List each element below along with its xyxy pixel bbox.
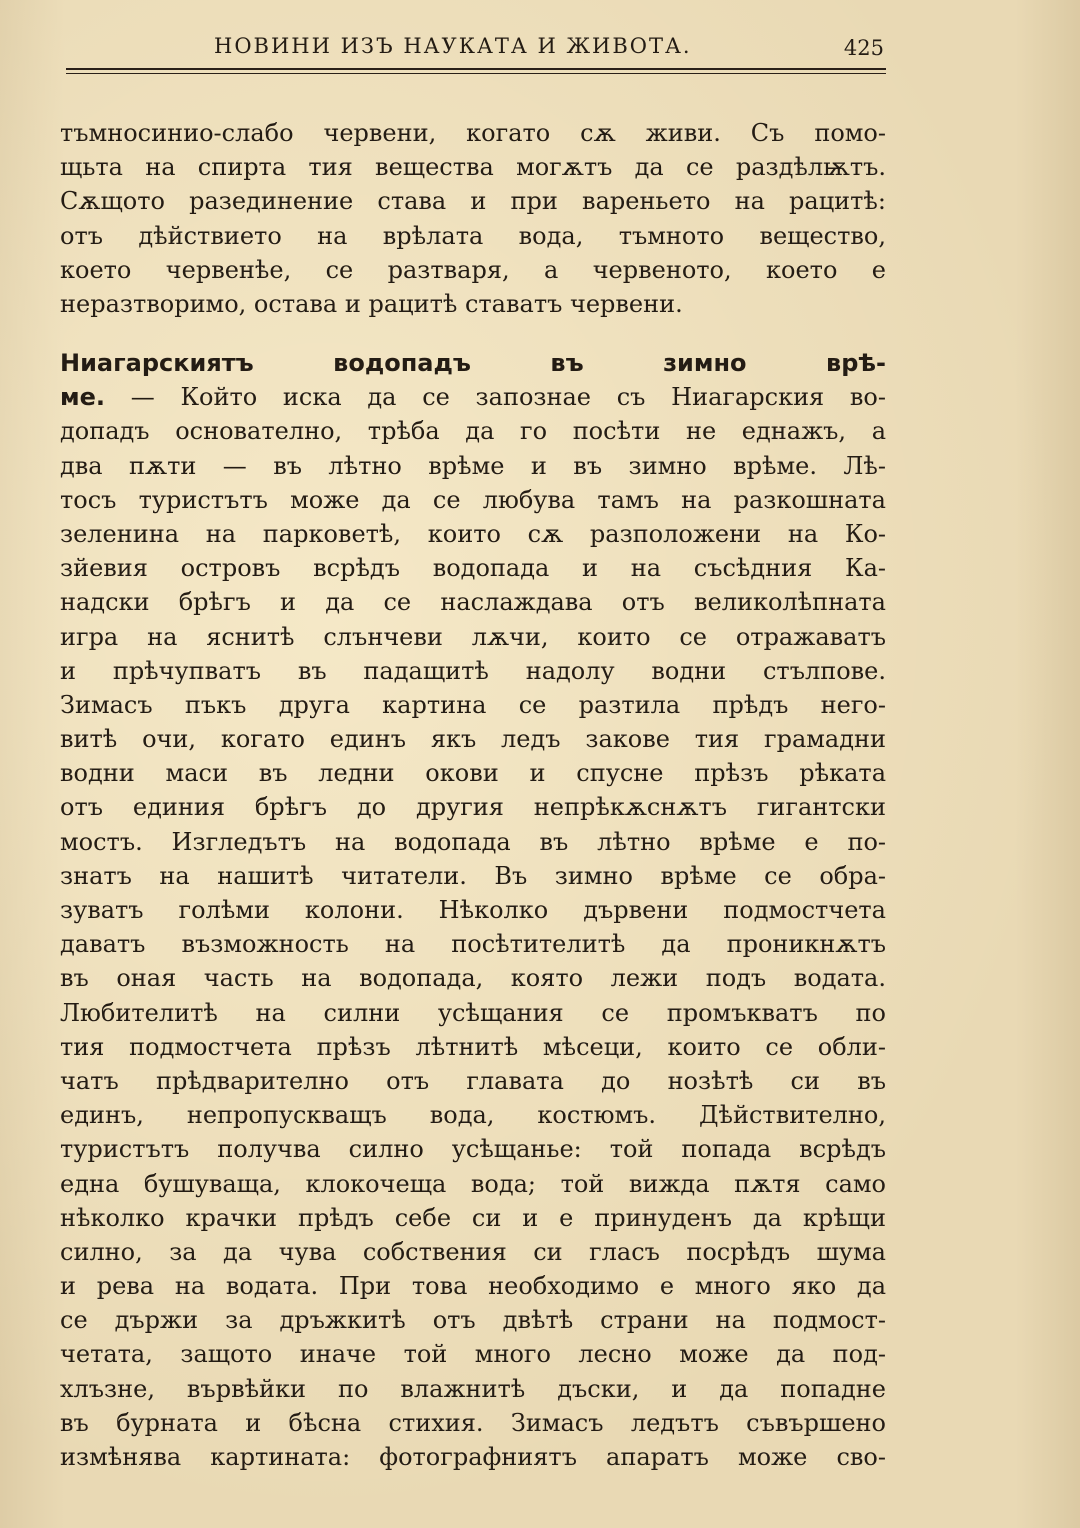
text-line: Зимасъ пъкъ друга картина се разтила прѣдъ него- xyxy=(60,690,886,719)
text-line: силно, за да чува собствения си гласъ посрѣдъ шума xyxy=(60,1237,886,1266)
text-line: туристътъ получва силно усѣщанье: той попада всрѣдъ xyxy=(60,1135,886,1164)
running-title: НОВИНИ ИЗЪ НАУКАТА И ЖИВОТА. xyxy=(214,34,692,58)
text-line: което червенѣе, се разтваря, а червеното, което е xyxy=(60,255,886,284)
text-line: зуватъ голѣми колони. Нѣколко дървени подмостчета xyxy=(60,896,886,924)
paragraph-niagara xyxy=(60,346,886,1474)
header-rule-thin xyxy=(66,73,886,74)
text-line: надски брѣгъ и да се наслаждава отъ великолѣпната xyxy=(60,588,886,617)
section-lead-text: — Който иска да се запознае съ Ниагарския во- xyxy=(105,383,886,412)
text-line: измѣнява картината: фотографниятъ апаратъ може сво- xyxy=(60,1443,886,1471)
text-line: щьта на спирта тия вещества могѫтъ да се раздѣлѭтъ. xyxy=(60,153,886,182)
paragraph-niagara-body xyxy=(60,414,886,1474)
text-line: се държи за дръжкитѣ отъ двѣтѣ страни на подмост- xyxy=(60,1306,886,1335)
text-line: отъ дѣйствието на врѣлата вода, тъмното вещество, xyxy=(60,221,886,250)
text-line: Сѫщото разединение става и при вареньето на рацитѣ: xyxy=(60,187,886,216)
heading-continuation-line xyxy=(60,380,886,414)
text-line: знатъ на нашитѣ читатели. Въ зимно врѣме се обра- xyxy=(60,861,886,890)
text-line: чатъ прѣдварително отъ главата до нозѣтѣ си въ xyxy=(60,1066,886,1095)
text-line: въ бурната и бѣсна стихия. Зимасъ ледътъ съвършено xyxy=(60,1408,886,1437)
text-line: въ оная часть на водопада, която лежи подъ водата. xyxy=(60,964,886,993)
text-line: и рева на водата. При това необходимо е много яко да xyxy=(60,1272,886,1301)
page-number: 425 xyxy=(843,36,884,60)
section-heading: Ниагарскиятъ водопадъ въ зимно врѣ- xyxy=(60,349,886,377)
text-line: хлъзне, вървѣйки по влажнитѣ дъски, и да попадне xyxy=(60,1374,886,1403)
text-line: една бушуваща, клокочеща вода; той вижда пѫтя само xyxy=(60,1169,886,1198)
text-line: неразтворимо, остава и рацитѣ ставатъ червени. xyxy=(60,289,683,318)
text-line: мостъ. Изгледътъ на водопада въ лѣтно врѣме е по- xyxy=(60,827,886,856)
text-line: зеленина на парковетѣ, които сѫ разположени на Ко- xyxy=(60,519,886,548)
text-line: допадъ основателно, трѣба да го посѣти не еднажъ, а xyxy=(60,417,886,446)
text-line: тосъ туристътъ може да се любува тамъ на разкошната xyxy=(60,485,886,514)
text-line: игра на яснитѣ слънчеви лѫчи, които се отражаватъ xyxy=(60,622,886,651)
text-line: Любителитѣ на силни усѣщания се промъкватъ по xyxy=(60,998,886,1027)
text-line: даватъ възможность на посѣтителитѣ да проникнѫтъ xyxy=(60,930,886,959)
paragraph-crayfish xyxy=(60,116,886,321)
running-header xyxy=(66,30,886,68)
header-rule-thick xyxy=(66,68,886,70)
text-line: тъмносинио-слабо червени, когато сѫ живи. Съ помо- xyxy=(60,119,886,147)
text-line: и прѣчупватъ въ падащитѣ надолу водни стълпове. xyxy=(60,656,886,685)
text-line: единъ, непропускващъ вода, костюмъ. Дѣйствително, xyxy=(60,1101,886,1130)
text-line: зйевия островъ всрѣдъ водопада и на съсѣдния Ка- xyxy=(60,554,886,583)
section-heading-end: ме. xyxy=(60,383,106,412)
text-line: витѣ очи, когато единъ якъ ледъ закове тия грамадни xyxy=(60,725,886,754)
text-line: нѣколко крачки прѣдъ себе си и е принуденъ да крѣщи xyxy=(60,1203,886,1232)
text-line: водни маси въ ледни окови и спусне прѣзъ рѣката xyxy=(60,759,886,788)
text-line: четата, защото иначе той много лесно може да под- xyxy=(60,1340,886,1369)
text-line: два пѫти — въ лѣтно врѣме и въ зимно врѣме. Лѣ- xyxy=(60,451,886,480)
text-line: тия подмостчета прѣзъ лѣтнитѣ мѣсеци, които се обли- xyxy=(60,1032,886,1061)
text-line: отъ единия брѣгъ до другия непрѣкѫснѫтъ гигантски xyxy=(60,793,886,822)
